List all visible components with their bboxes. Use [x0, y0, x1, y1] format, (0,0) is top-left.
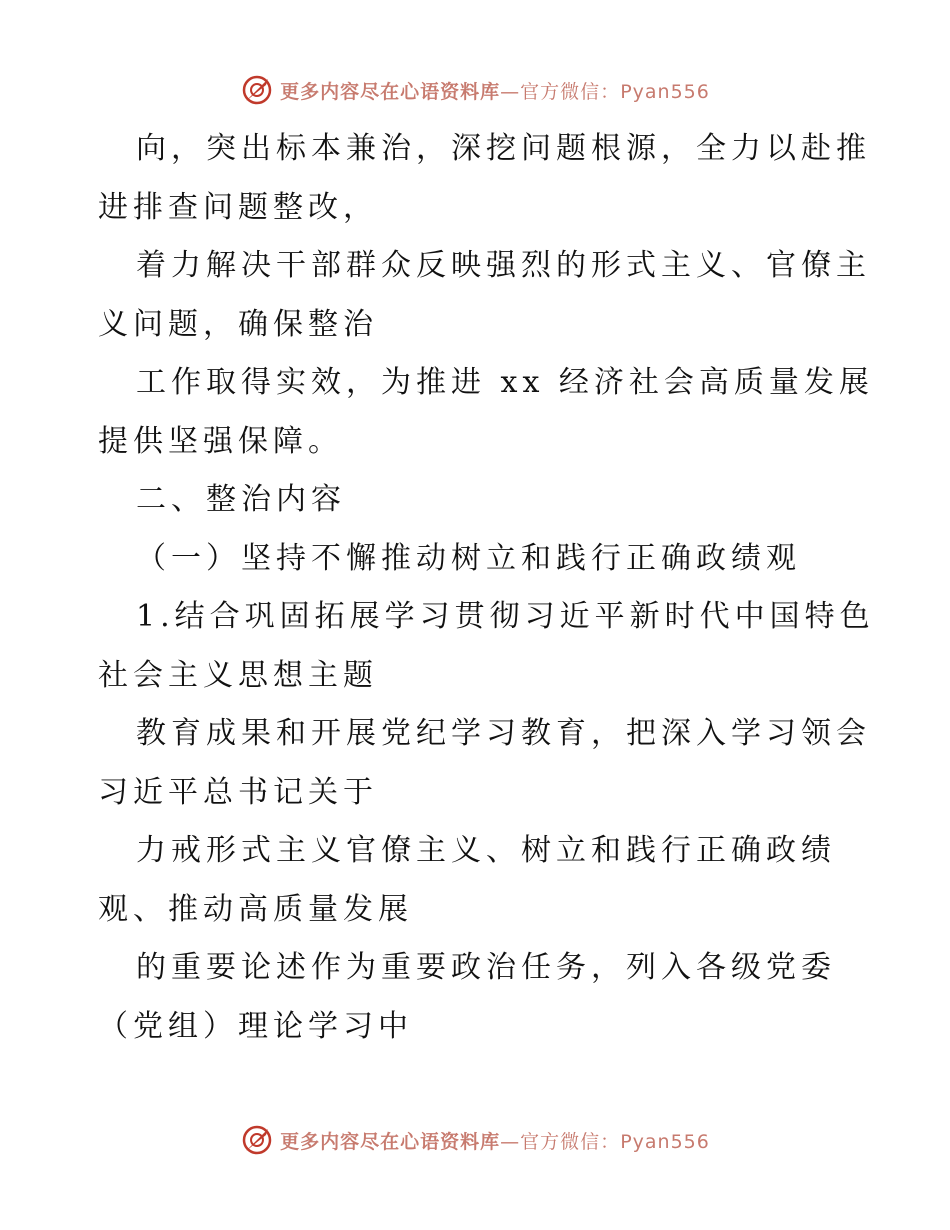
watermark-title: 更多内容尽在心语资料库: [280, 1130, 501, 1153]
text-line: 教育成果和开展党纪学习教育，把深入学习领会: [136, 716, 871, 751]
header-watermark: [0, 70, 950, 110]
footer-watermark: [0, 1120, 950, 1160]
text-line: （党组）理论学习中: [98, 1008, 413, 1044]
text-line: 习近平总书记关于: [98, 774, 378, 810]
text-line: 观、推动高质量发展: [98, 891, 413, 927]
document-body: [98, 120, 875, 1056]
pen-logo-icon: [240, 1123, 274, 1157]
section-heading: 二、整治内容: [136, 482, 346, 517]
watermark-wechat-label: 官方微信：: [520, 80, 621, 103]
text-line: 力戒形式主义官僚主义、树立和践行正确政绩: [136, 833, 836, 868]
watermark-dash: —: [500, 80, 521, 103]
text-line: 义问题，确保整治: [98, 306, 378, 342]
text-line: 的重要论述作为重要政治任务，列入各级党委: [136, 950, 836, 985]
text-line: 提供坚强保障。: [98, 423, 343, 459]
subsection-heading: （一）坚持不懈推动树立和践行正确政绩观: [136, 540, 801, 576]
watermark-title: 更多内容尽在心语资料库: [280, 80, 501, 103]
text-line: 向，突出标本兼治，深挖问题根源，全力以赴推: [136, 131, 871, 166]
text-line: 工作取得实效，为推进 xx 经济社会高质量发展: [136, 365, 874, 400]
watermark-wechat-id: Pyan556: [620, 1130, 710, 1153]
text-line: 进排查问题整改，: [98, 189, 378, 225]
watermark-wechat-label: 官方微信：: [520, 1130, 621, 1153]
text-line: 社会主义思想主题: [98, 657, 378, 693]
watermark-wechat-id: Pyan556: [620, 80, 710, 103]
watermark-dash: —: [500, 1130, 521, 1153]
pen-logo-icon: [240, 73, 274, 107]
text-line: 1.结合巩固拓展学习贯彻习近平新时代中国特色: [136, 599, 875, 634]
text-line: 着力解决干部群众反映强烈的形式主义、官僚主: [136, 248, 871, 283]
